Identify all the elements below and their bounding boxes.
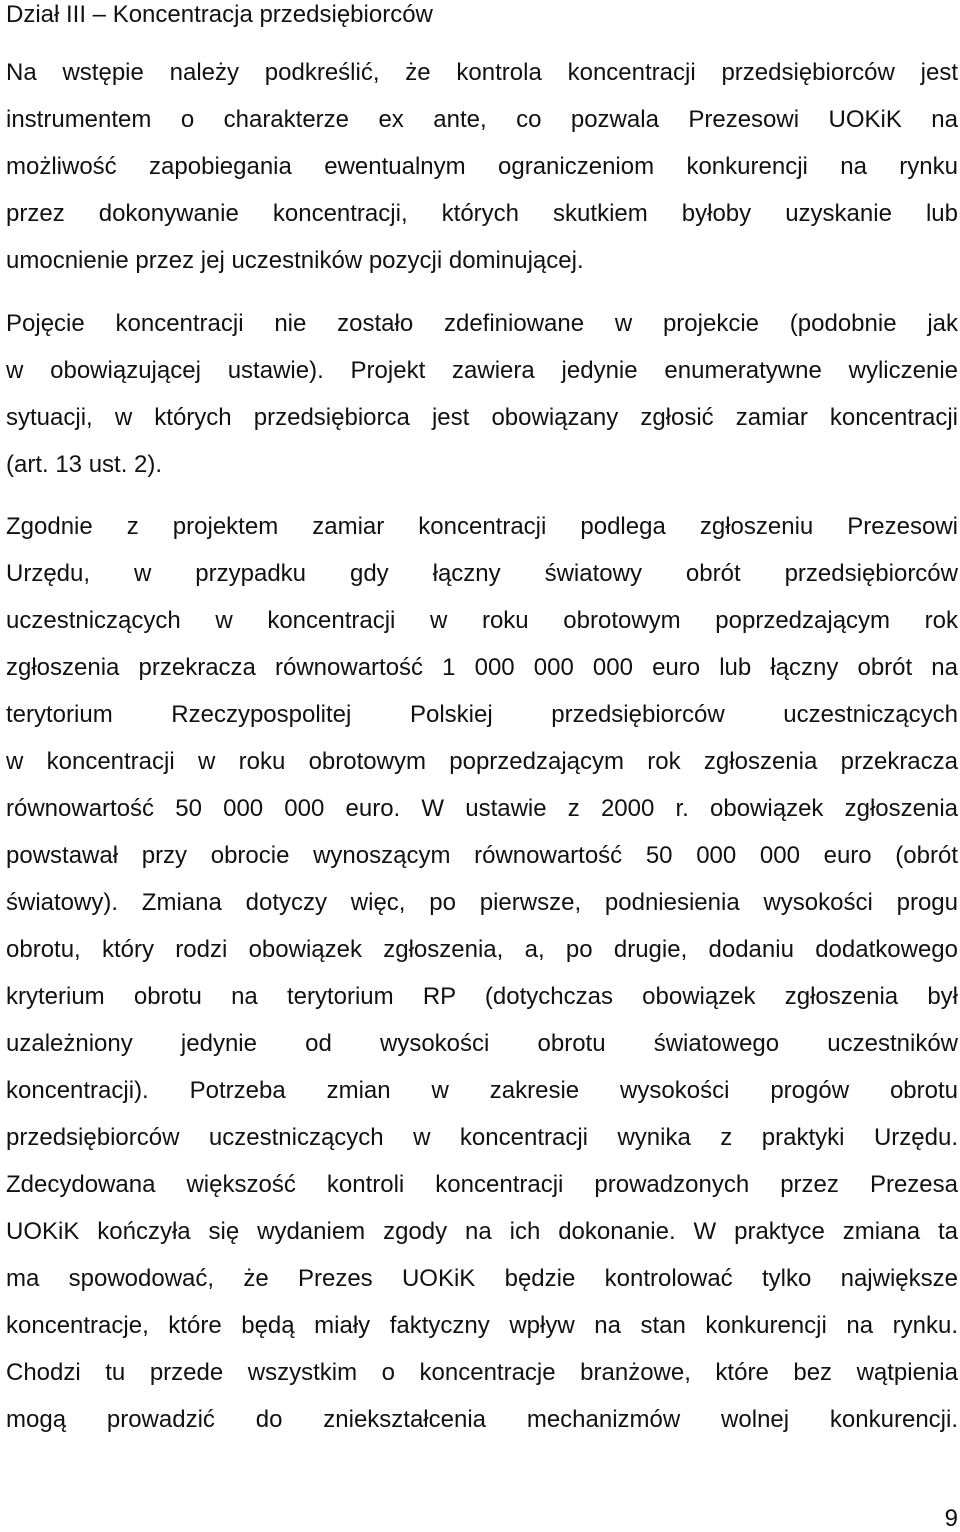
paragraph-line: instrumentem o charakterze ex ante, co pozwala Prezesowi UOKiK na xyxy=(6,106,958,133)
paragraph-thresholds xyxy=(6,503,958,1443)
paragraph-line: powstawał przy obrocie wynoszącym równowartość 50 000 000 euro (obrót xyxy=(6,842,958,869)
paragraph-line: możliwość zapobiegania ewentualnym ograniczeniom konkurencji na rynku xyxy=(6,153,958,180)
paragraph-line: równowartość 50 000 000 euro. W ustawie z 2000 r. obowiązek zgłoszenia xyxy=(6,795,958,822)
paragraph-line: koncentracji). Potrzeba zmian w zakresie wysokości progów obrotu xyxy=(6,1077,958,1104)
paragraph-line: w obowiązującej ustawie). Projekt zawiera jedynie enumeratywne wyliczenie xyxy=(6,357,958,384)
paragraph-line: w koncentracji w roku obrotowym poprzedzającym rok zgłoszenia przekracza xyxy=(6,748,958,775)
paragraph-line: Pojęcie koncentracji nie zostało zdefiniowane w projekcie (podobnie jak xyxy=(6,310,958,337)
paragraph-line: uzależniony jedynie od wysokości obrotu światowego uczestników xyxy=(6,1030,958,1057)
paragraph-line: terytorium Rzeczypospolitej Polskiej przedsiębiorców uczestniczących xyxy=(6,701,958,728)
paragraph-line: Urzędu, w przypadku gdy łączny światowy obrót przedsiębiorców xyxy=(6,560,958,587)
paragraph-line: (art. 13 ust. 2). xyxy=(6,451,163,478)
paragraph-line: uczestniczących w koncentracji w roku obrotowym poprzedzającym rok xyxy=(6,607,958,634)
paragraph-line: zgłoszenia przekracza równowartość 1 000 000 000 euro lub łączny obrót na xyxy=(6,654,958,681)
paragraph-line: kryterium obrotu na terytorium RP (dotychczas obowiązek zgłoszenia był xyxy=(6,983,958,1010)
paragraph-intro xyxy=(6,49,958,284)
paragraph-line: obrotu, który rodzi obowiązek zgłoszenia, a, po drugie, dodaniu dodatkowego xyxy=(6,936,958,963)
paragraph-line: ma spowodować, że Prezes UOKiK będzie kontrolować tylko największe xyxy=(6,1265,958,1292)
paragraph-line: sytuacji, w których przedsiębiorca jest obowiązany zgłosić zamiar koncentracji xyxy=(6,404,958,431)
paragraph-line: umocnienie przez jej uczestników pozycji dominującej. xyxy=(6,247,584,274)
paragraph-definition xyxy=(6,300,958,488)
paragraph-line: Chodzi tu przede wszystkim o koncentracje branżowe, które bez wątpienia xyxy=(6,1359,958,1386)
section-heading: Dział III – Koncentracja przedsiębiorców xyxy=(6,1,433,28)
paragraph-line: Zgodnie z projektem zamiar koncentracji podlega zgłoszeniu Prezesowi xyxy=(6,513,958,540)
paragraph-line: koncentracje, które będą miały faktyczny wpływ na stan konkurencji na rynku. xyxy=(6,1312,958,1339)
page-number: 9 xyxy=(944,1505,958,1532)
paragraph-line: Zdecydowana większość kontroli koncentracji prowadzonych przez Prezesa xyxy=(6,1171,958,1198)
paragraph-line: przez dokonywanie koncentracji, których skutkiem byłoby uzyskanie lub xyxy=(6,200,958,227)
paragraph-line: UOKiK kończyła się wydaniem zgody na ich dokonanie. W praktyce zmiana ta xyxy=(6,1218,958,1245)
paragraph-line: przedsiębiorców uczestniczących w koncentracji wynika z praktyki Urzędu. xyxy=(6,1124,958,1151)
paragraph-line: światowy). Zmiana dotyczy więc, po pierwsze, podniesienia wysokości progu xyxy=(6,889,958,916)
paragraph-line: Na wstępie należy podkreślić, że kontrola koncentracji przedsiębiorców jest xyxy=(6,59,958,86)
paragraph-line: mogą prowadzić do zniekształcenia mechanizmów wolnej konkurencji. xyxy=(6,1406,958,1433)
